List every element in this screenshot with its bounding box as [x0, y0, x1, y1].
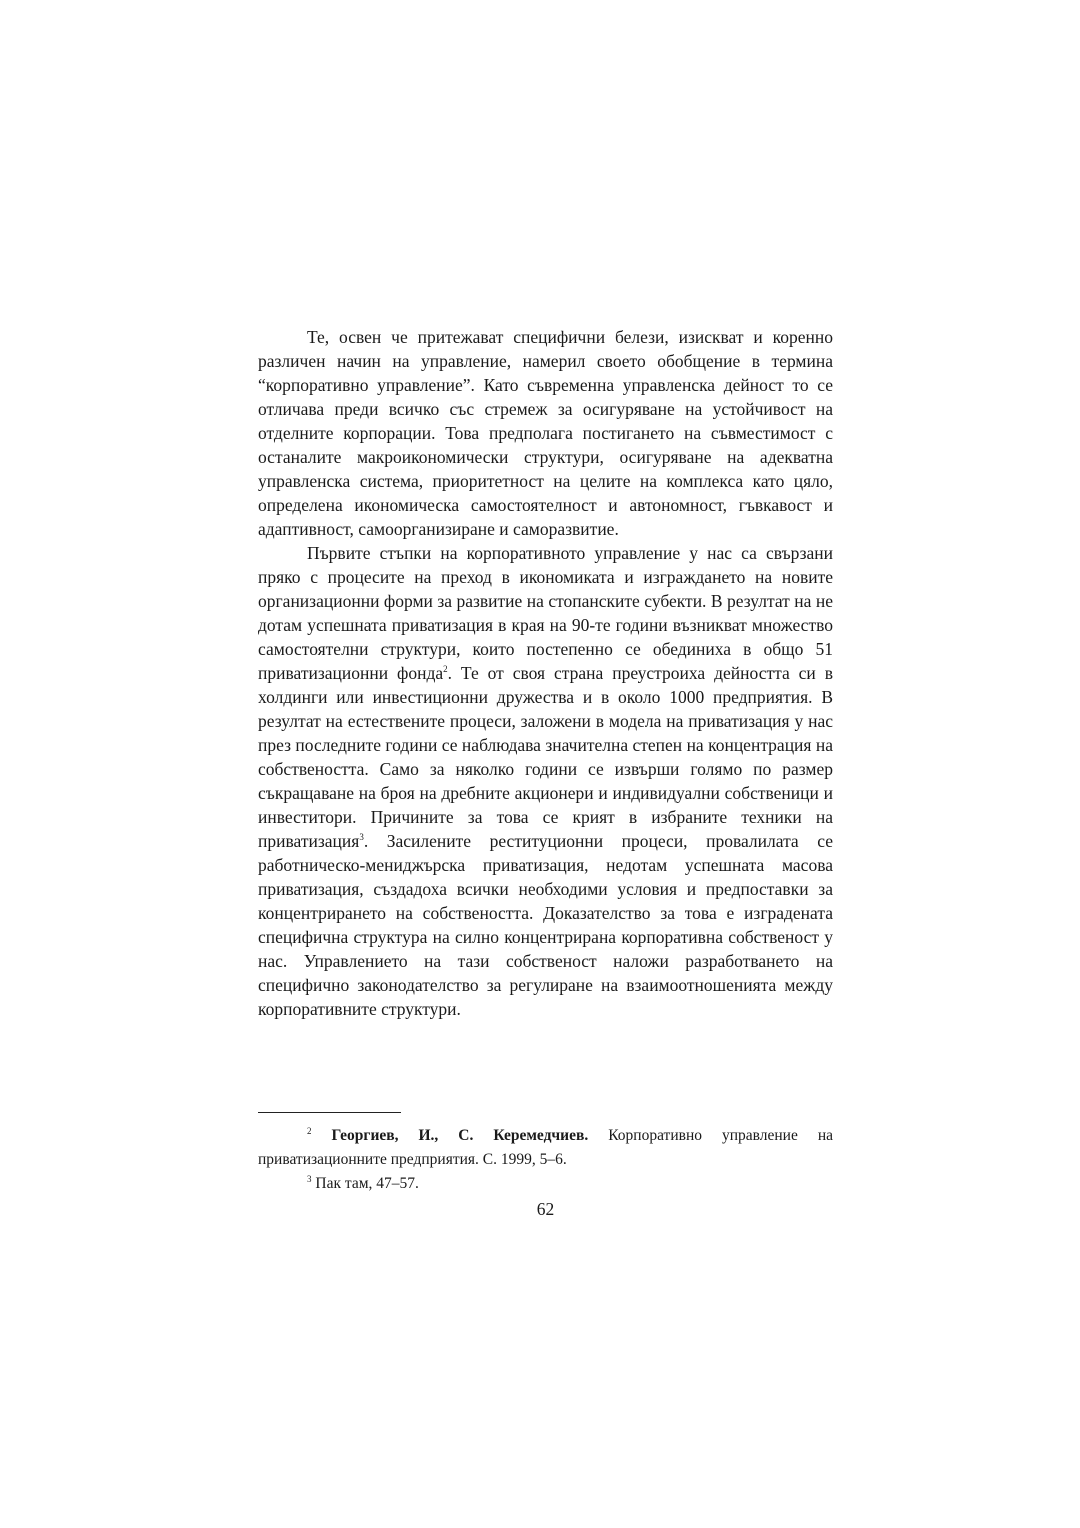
footnote-ref-3[interactable]: 3 [359, 832, 364, 843]
footnote-text: Корпоративно управление на приватизационните предприятия. С. 1999, 5–6. [258, 1127, 833, 1168]
footnote-3 [258, 1172, 833, 1196]
footnotes [258, 1124, 833, 1196]
paragraph-2-text-c: . Засилените реституционни процеси, провалилата се работническо-мениджърска приватизация, недотам успешната масова приватизация, създадоха всички необходими условия и предпоставки за концентрирането на собствеността. Доказателство за това е изградената специфична структура на силно концентрирана корпоративна собственост у нас. Управлението на тази собственост наложи разработването на специфично законодателство за регулиране на взаимоотношенията между корпоративните структури. [258, 831, 833, 1019]
paragraph-2-text-b: . Те от своя страна преустроиха дейността си в холдинги или инвестиционни дружества и в около 1000 предприятия. В резултат на естествените процеси, заложени в модела на приватизация у нас през последните години се наблюдава значителна степен на концентрация на собствеността. Само за няколко години се извърши голямо по размер съкращаване на броя на дребните акционери и индивидуални собственици и инвеститори. Причините за това се крият в избраните техники на приватизация [258, 663, 833, 851]
footnote-mark: 2 [307, 1125, 312, 1136]
paragraph-1: Те, освен че притежават специфични белези, изискват и коренно различен начин на управление, намерил своето обобщение в термина “корпоративно управление”. Като съвременна управленска дейност то се отличава преди всичко със стремеж за осигуряване на устойчивост на отделните корпорации. Това предполага постигането на съвместимост с останалите макроикономически структури, осигуряване на адекватна управленска система, приоритетност на целите на комплекса като цяло, определена икономическа самостоятелност и автономност, гъвкавост и адаптивност, самоорганизиране и саморазвитие. [258, 327, 833, 539]
footnote-mark: 3 [307, 1173, 312, 1184]
paragraph-2-text-a: Първите стъпки на корпоративното управление у нас са свързани пряко с процесите на преход в икономиката и изграждането на новите организационни форми за развитие на стопанските субекти. В резултат на не дотам успешната приватизация в края на 90-те години възникват множество самостоятелни структури, които постепенно се обединиха в общо 51 приватизационни фонда [258, 543, 833, 683]
footnote-ref-2[interactable]: 2 [443, 664, 448, 675]
paragraph-2 [258, 541, 833, 1021]
footnote-2 [258, 1124, 833, 1172]
footnote-text: Пак там, 47–57. [315, 1175, 419, 1192]
footnote-divider [258, 1112, 401, 1113]
page-number: 62 [536, 1199, 555, 1219]
footnote-authors: Георгиев, И., С. Керемедчиев. [331, 1127, 589, 1144]
main-text [258, 325, 833, 1021]
